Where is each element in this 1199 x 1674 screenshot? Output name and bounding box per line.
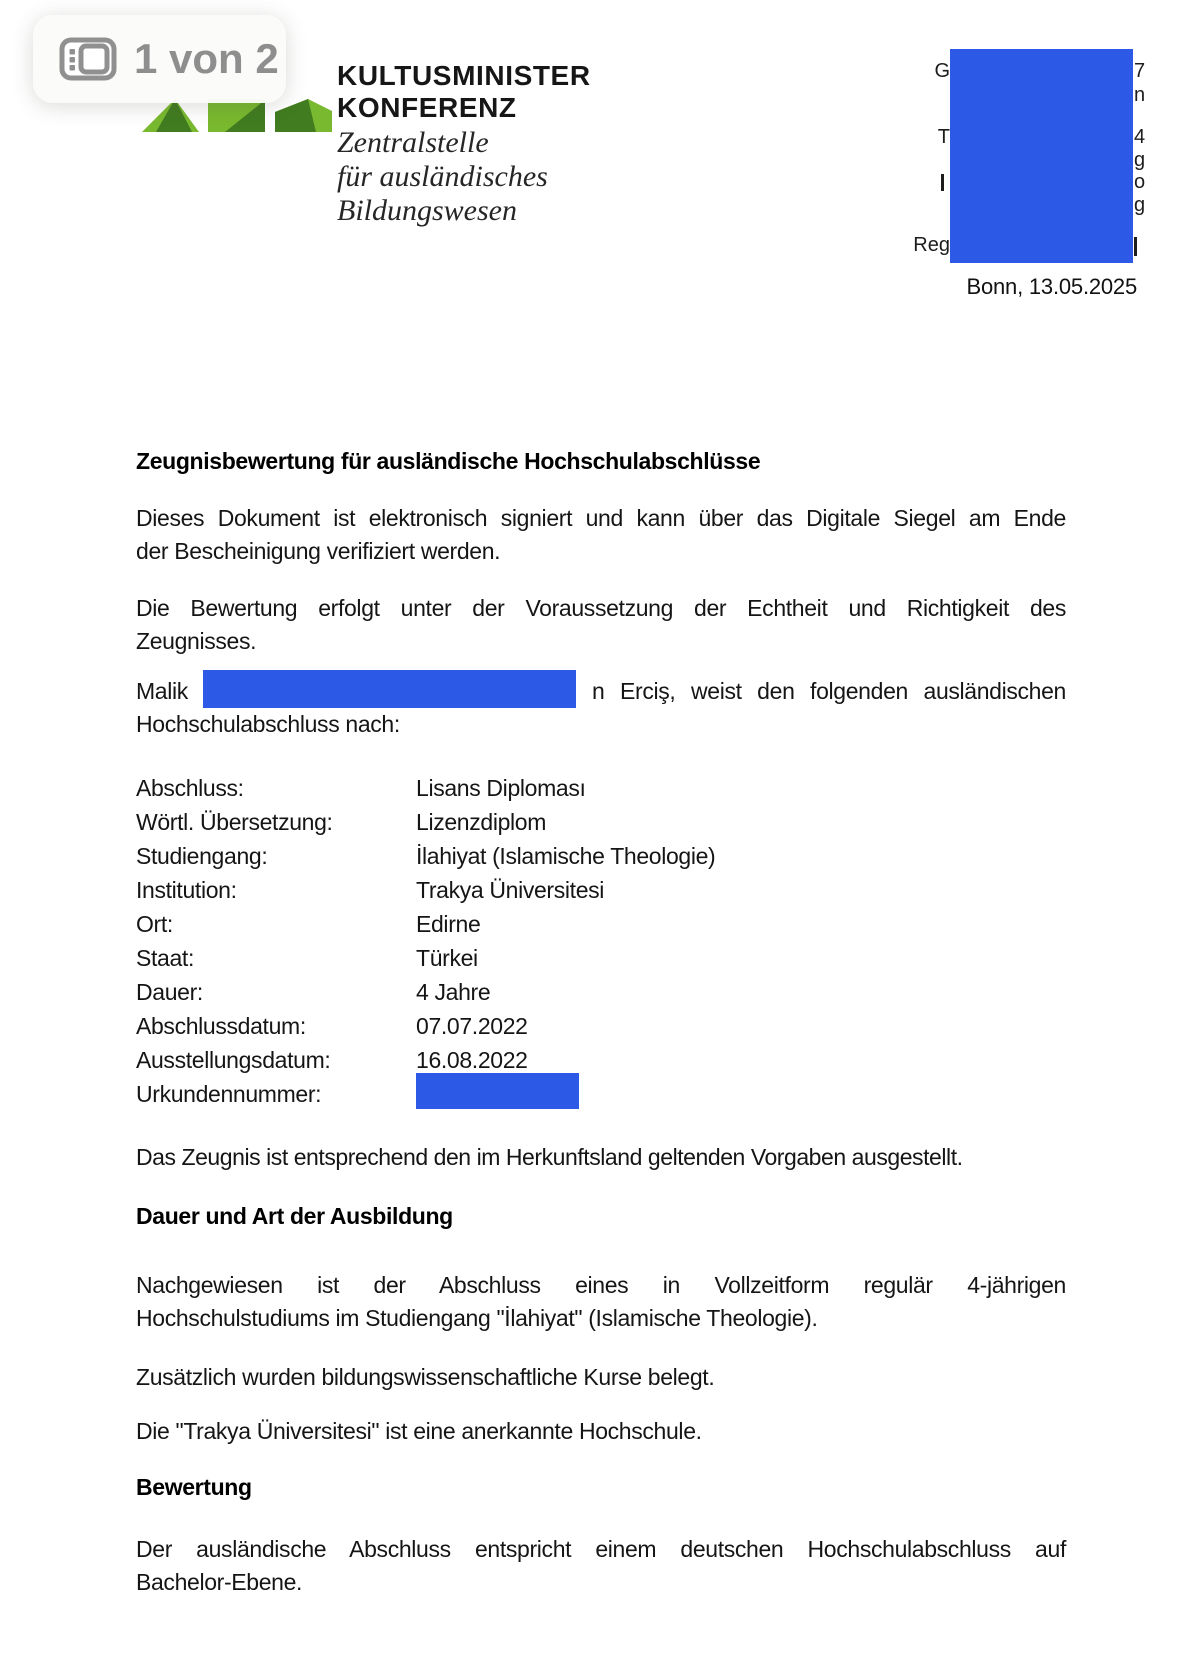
org-subtitle-line: Bildungswesen (337, 194, 517, 227)
contact-fragment: G (934, 60, 950, 82)
org-subtitle-line: für ausländisches (337, 160, 548, 193)
paragraph-line: Nachgewiesen ist der Abschluss eines in Vollzeitform regulär 4-jährigen (136, 1272, 1066, 1298)
partial-letter (1134, 237, 1137, 256)
paragraph-line (136, 670, 1066, 708)
section-heading-evaluation: Bewertung (136, 1474, 252, 1500)
contact-fragment: Reg (913, 234, 950, 256)
detail-value: Türkei (416, 945, 478, 971)
paragraph-issued-note: Das Zeugnis ist entsprechend den im Herkunftsland geltenden Vorgaben ausgestellt. (136, 1144, 963, 1170)
partial-letter (941, 174, 944, 191)
detail-label: Abschluss: (136, 775, 244, 801)
detail-value: 07.07.2022 (416, 1013, 528, 1039)
org-name (337, 60, 591, 124)
paragraph-authenticity-note (136, 592, 1066, 658)
paragraph-recognized-university: Die "Trakya Üniversitesi" ist eine anerkannte Hochschule. (136, 1418, 702, 1444)
place-date: Bonn, 13.05.2025 (966, 274, 1137, 299)
org-subtitle-line: Zentralstelle (337, 126, 489, 159)
paragraph-signature-note (136, 502, 1066, 568)
redaction-block-name (203, 670, 576, 708)
paragraph-line: Zeugnisses. (136, 628, 257, 654)
credential-details-list (136, 771, 1066, 1111)
paragraph-line: Bachelor-Ebene. (136, 1569, 303, 1595)
paragraph-line: der Bescheinigung verifiziert werden. (136, 538, 501, 564)
detail-label: Institution: (136, 877, 237, 903)
subject-prefix: Malik (136, 678, 188, 704)
detail-value: Lisans Diploması (416, 775, 586, 801)
paragraph-line: Der ausländische Abschluss entspricht einem deutschen Hochschulabschluss auf (136, 1536, 1066, 1562)
contact-fragment: 4 (1134, 126, 1146, 148)
paragraph-duration (136, 1269, 1066, 1335)
contact-fragment: g (1134, 149, 1146, 171)
detail-value: Lizenzdiplom (416, 809, 547, 835)
org-name-line1: KULTUSMINISTER (337, 60, 591, 91)
section-heading-duration: Dauer und Art der Ausbildung (136, 1203, 453, 1229)
detail-value: Trakya Üniversitesi (416, 877, 605, 903)
page-indicator[interactable] (33, 15, 286, 103)
detail-value: 16.08.2022 (416, 1047, 528, 1073)
detail-value (416, 1077, 1066, 1111)
detail-label: Abschlussdatum: (136, 1013, 306, 1039)
redaction-block-contact (950, 49, 1133, 263)
paragraph-line: Hochschulabschluss nach: (136, 711, 400, 737)
contact-fragment: T (937, 126, 950, 148)
contact-fragment: 7 (1134, 60, 1146, 82)
detail-label: Ausstellungsdatum: (136, 1047, 331, 1073)
detail-value: İlahiyat (Islamische Theologie) (416, 843, 716, 869)
paragraph-line: Dieses Dokument ist elektronisch signiert und kann über das Digitale Siegel am Ende (136, 505, 1066, 531)
org-name-line2: KONFERENZ (337, 92, 517, 123)
paragraph-subject (136, 670, 1066, 741)
detail-label: Wörtl. Übersetzung: (136, 809, 333, 835)
redaction-block-certificate-number (416, 1073, 579, 1109)
paragraph-evaluation (136, 1533, 1066, 1599)
kmk-logo (142, 99, 332, 133)
detail-label: Staat: (136, 945, 194, 971)
detail-label: Ort: (136, 911, 173, 937)
paragraph-line: Die Bewertung erfolgt unter der Voraussetzung der Echtheit und Richtigkeit des (136, 595, 1066, 621)
paragraph-additional-courses: Zusätzlich wurden bildungswissenschaftliche Kurse belegt. (136, 1364, 715, 1390)
contact-fragment: g (1134, 194, 1146, 216)
document-body (136, 445, 1066, 1599)
subject-suffix: n Erciş, weist den folgenden ausländischen (592, 678, 1067, 704)
detail-value: Edirne (416, 911, 481, 937)
document-title: Zeugnisbewertung für ausländische Hochschulabschlüsse (136, 448, 761, 474)
org-subtitle (337, 126, 548, 228)
detail-label: Studiengang: (136, 843, 268, 869)
detail-value: 4 Jahre (416, 979, 491, 1005)
paragraph-line: Hochschulstudiums im Studiengang "İlahiyat" (Islamische Theologie). (136, 1305, 818, 1331)
contact-fragment: o (1134, 171, 1146, 193)
detail-label: Urkundennummer: (136, 1081, 322, 1107)
detail-label: Dauer: (136, 979, 203, 1005)
contact-fragment: n (1134, 84, 1146, 106)
page-indicator-label: 1 von 2 (134, 35, 279, 82)
sidebar-pages-icon (59, 37, 117, 81)
